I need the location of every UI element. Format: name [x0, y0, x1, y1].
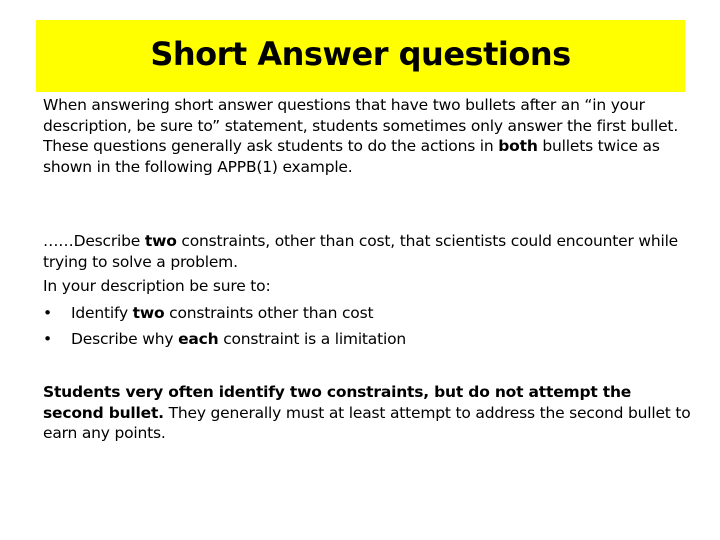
intro-text-start: When answering short answer questions that have two bullets after an “in your description, be sure to” statement, students sometimes only answer the first bullet. These questions generally ask students to do the actions in [43, 96, 679, 155]
example-question-emphasis: two [144, 232, 177, 250]
example-instruction: In your description be sure to: [43, 277, 271, 295]
intro-paragraph [43, 95, 693, 177]
title-banner [36, 20, 685, 92]
bullet-item [43, 303, 693, 324]
slide-title: Short Answer questions [150, 35, 571, 73]
bullet-text-start: Identify [71, 303, 133, 322]
example-block [43, 231, 693, 350]
bullet-emphasis: each [178, 330, 219, 348]
bullet-dot-icon: • [43, 303, 52, 322]
intro-emphasis: both [498, 137, 538, 155]
example-question-end: constraints, other than cost, that scientists could encounter while trying to solve a problem. [43, 232, 679, 271]
conclusion-text: They generally must at least attempt to address the second bullet to earn any points. [43, 403, 691, 442]
example-question [43, 231, 693, 272]
intro-text-end: bullets twice as shown in the following APPB(1) example. [43, 137, 660, 176]
bullet-dot-icon: • [43, 330, 52, 348]
bullet-text-end: constraint is a limitation [218, 330, 407, 348]
conclusion-paragraph [43, 382, 693, 444]
bullet-text-start: Describe why [71, 330, 179, 348]
bullet-emphasis: two [132, 303, 165, 322]
example-bullet-list [43, 303, 693, 350]
example-question-start: ……Describe [43, 232, 145, 250]
bullet-item [43, 329, 693, 350]
conclusion-emphasis: Students very often identify two constraints, but do not attempt the second bullet. [43, 383, 632, 422]
bullet-text-end: constraints other than cost [164, 303, 374, 322]
